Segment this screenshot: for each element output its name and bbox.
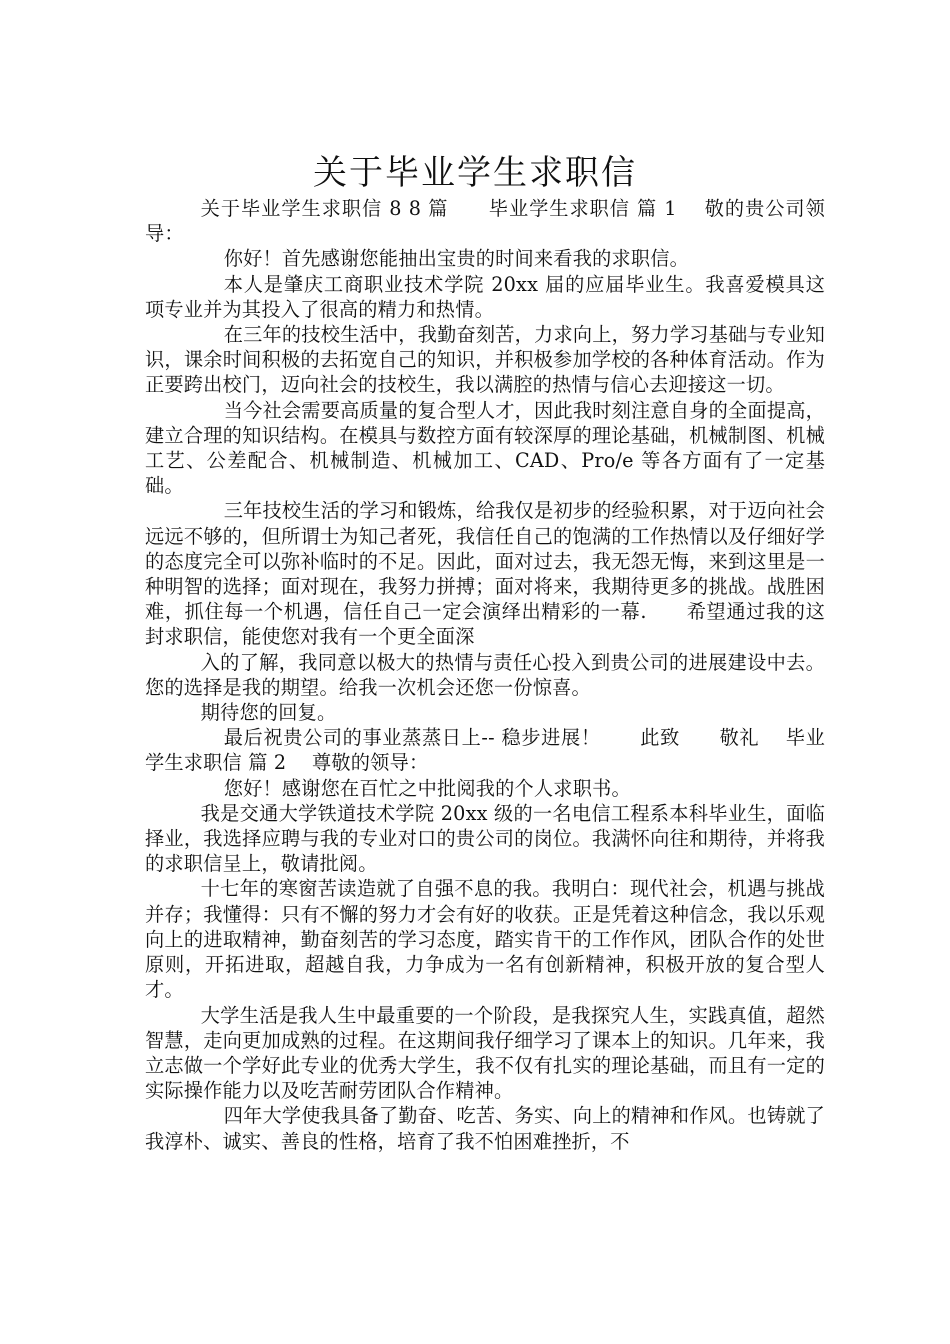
paragraph: 在三年的技校生活中，我勤奋刻苦，力求向上，努力学习基础与专业知识，课余时间积极的去拓宽自己的知识，并积极参加学校的各种体育活动。作为正要跨出校门，迈向社会的技校生，我以满腔的热情与信心去迎接这一切。 (145, 323, 825, 397)
paragraph: 本人是肇庆工商职业技术学院 20xx 届的应届毕业生。我喜爱模具这项专业并为其投入了很高的精力和热情。 (145, 272, 825, 321)
paragraph: 我是交通大学铁道技术学院 20xx 级的一名电信工程系本科毕业生，面临择业，我选择应聘与我的专业对口的贵公司的岗位。我满怀向往和期待，并将我的求职信呈上，敬请批阅。 (145, 801, 825, 876)
paragraph-closing: 最后祝贵公司的事业蒸蒸日上-- 稳步进展！ 此致 敬礼 毕业学生求职信 篇 2 尊敬的领导： (145, 726, 825, 775)
document-title: 关于毕业学生求职信 (313, 152, 637, 193)
paragraph: 十七年的寒窗苦读造就了自强不息的我。我明白：现代社会，机遇与挑战并存；我懂得：只有不懈的努力才会有好的收获。正是凭着这种信念，我以乐观向上的进取精神，勤奋刻苦的学习态度，踏实肯干的工作作风，团队合作的处世原则，开拓进取，超越自我，力争成为一名有创新精神，积极开放的复合型人才。 (145, 877, 825, 1002)
document-body (145, 196, 825, 1154)
paragraph: 大学生活是我人生中最重要的一个阶段，是我探究人生，实践真值，超然智慧，走向更加成熟的过程。在这期间我仔细学习了课本上的知识。几年来，我立志做一个学好此专业的优秀大学生，我不仅有扎实的理论基础，而且有一定的实际操作能力以及吃苦耐劳团队合作精神。 (145, 1003, 825, 1103)
paragraph-greeting: 你好！首先感谢您能抽出宝贵的时间来看我的求职信。 (223, 247, 690, 271)
paragraph: 当今社会需要高质量的复合型人才，因此我时刻注意自身的全面提高，建立合理的知识结构。在模具与数控方面有较深厚的理论基础，机械制图、机械工艺、公差配合、机械制造、机械加工、CAD、Pro/e 等各方面有了一定基础。 (145, 398, 825, 498)
paragraph: 四年大学使我具备了勤奋、吃苦、务实、向上的精神和作风。也铸就了我淳朴、诚实、善良的性格，培育了我不怕困难挫折，不 (145, 1104, 825, 1153)
paragraph-intro: 关于毕业学生求职信 8 8 篇 毕业学生求职信 篇 1 敬的贵公司领导： (145, 197, 825, 246)
paragraph-greeting: 您好！感谢您在百忙之中批阅我的个人求职书。 (223, 776, 631, 800)
paragraph: 入的了解，我同意以极大的热情与责任心投入到贵公司的进展建设中去。您的选择是我的期望。给我一次机会还您一份惊喜。 (145, 650, 825, 699)
paragraph: 三年技校生活的学习和锻炼，给我仅是初步的经验积累，对于迈向社会远远不够的，但所谓士为知己者死，我信任自己的饱满的工作热情以及仔细好学的态度完全可以弥补临时的不足。因此，面对过去，我无怨无悔，来到这里是一种明智的选择；面对现在，我努力拼搏；面对将来，我期待更多的挑战。战胜困难，抓住每一个机遇，信任自己一定会演绎出精彩的一幕. 希望通过我的这封求职信，能使您对我有一个更全面深 (145, 499, 825, 649)
paragraph: 期待您的回复。 (200, 701, 337, 725)
